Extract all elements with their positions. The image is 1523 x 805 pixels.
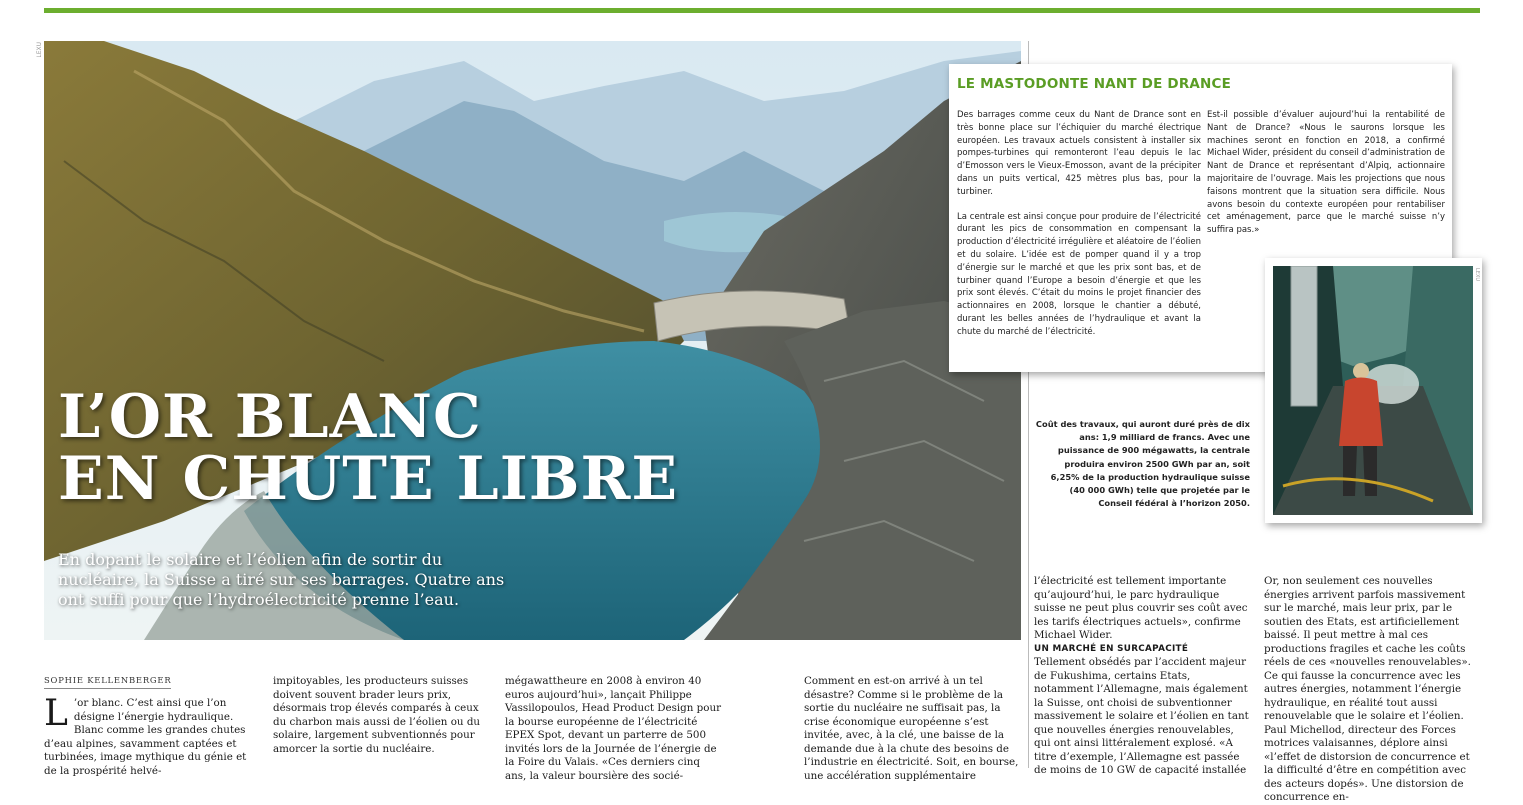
headline bbox=[58, 382, 758, 514]
article-column-6 bbox=[1264, 575, 1480, 805]
sidebar-paragraph: Est-il possible d’évaluer aujourd’hui la rentabilité de Nant de Drance? «Nous le saurons lorsque les machines seront en fonction en 2018, a confirmé Michael Wider, président du conseil d’administration de Nant de Drance et représentant d’Alpiq, actionnaire majoritaire de l’ouvrage. Mais les projections que nous faisons montrent que la situation sera difficile. Nous avons besoin du contexte européen pour rentabiliser cet aménagement, parce que le marché suisse n’y suffira pas.» bbox=[1207, 110, 1445, 236]
article-paragraph: ’or blanc. C’est ainsi que l’on désigne l’énergie hydraulique. Blanc comme les grandes chutes d’eau alpines, savamment captées et turbinées, image mythique du génie et de la prospérité helvé- bbox=[44, 697, 247, 777]
section-subhead: UN MARCHÉ EN SURCAPACITÉ bbox=[1034, 643, 1189, 654]
photo-credit: LEXU bbox=[36, 42, 43, 58]
drop-cap: L bbox=[44, 693, 68, 734]
sidebar-column-1 bbox=[957, 109, 1201, 351]
tunnel-photo bbox=[1265, 258, 1482, 523]
article-paragraph: Comment en est-on arrivé à un tel désastre? Comme si le problème de la sortie du nucléaire ne suffisait pas, la crise économique européenne s’est invitée, avec, à la clé, une baisse de la demande due à la chute des besoins de l’industrie en électricité. Soit, en bourse, une accélération supplémentaire bbox=[804, 675, 1019, 782]
article-paragraph: mégawattheure en 2008 à environ 40 euros aujourd’hui», lançait Philippe Vassilopoulos, Head Product Design pour la bourse européenne de l’électricité EPEX Spot, devant un parterre de 500 invités lors de la Journée de l’énergie de la Foire du Valais. «Ces derniers cinq ans, la valeur boursière des socié- bbox=[505, 675, 722, 782]
sidebar-paragraph: Des barrages comme ceux du Nant de Drance sont en très bonne place sur l’échiquier du marché électrique européen. Les travaux actuels consistent à installer six pompes-turbines qui remonteront l’eau depuis le lac d’Emosson vers le Vieux-Emosson, avant de la précipiter dans un puits vertical, 425 mètres plus bas, pour la turbiner. bbox=[957, 110, 1201, 197]
photo-credit: LEXU bbox=[1474, 268, 1480, 282]
article-paragraph: Or, non seulement ces nouvelles énergies arrivent parfois massivement sur le marché, mais leur prix, par le soutien des Etats, est artificiellement baissé. Il peut mettre à mal ces productions fragiles et cache les coûts réels de ces «nouvelles renouvelables». Ce qui fausse la concurrence avec les autres énergies, notamment l’énergie hydraulique, en réalité tout aussi renouvelable que le solaire et l’éolien. Paul Michellod, directeur des Forces motrices valaisannes, déplore ainsi «l’effet de distorsion de concurrence et la difficulté d’être en compétition avec des acteurs dopés». Une distorsion de concurrence en- bbox=[1264, 575, 1471, 803]
headline-line-1: L’OR BLANC bbox=[58, 382, 482, 452]
article-column-2 bbox=[273, 675, 493, 756]
article-column-4 bbox=[804, 675, 1020, 783]
sidebar-column-2 bbox=[1207, 109, 1445, 249]
article-paragraph: l’électricité est tellement importante qu’aujourd’hui, le parc hydraulique suisse ne peut plus couvrir ses coût avec les tarifs électriques actuels», confirme Michael Wider. bbox=[1034, 575, 1248, 641]
accent-rule bbox=[44, 8, 1480, 13]
sidebar-title: LE MASTODONTE NANT DE DRANCE bbox=[957, 76, 1232, 92]
byline: SOPHIE KELLENBERGER bbox=[44, 675, 171, 689]
article-column-1 bbox=[44, 693, 260, 778]
article-column-5 bbox=[1034, 575, 1252, 778]
sidebar-paragraph: La centrale est ainsi conçue pour produire de l’électricité durant les pics de consommation en compensant la production d’électricité irrégulière et aléatoire de l’éolien et du solaire. L’idée est de pomper quand il y a trop d’énergie sur le marché et que les prix sont bas, et de turbiner quand l’Europe a besoin d’énergie et que les prix sont élevés. C’était du moins le projet financier des actionnaires en 2008, lorsque le chantier a débuté, durant les belles années de l’hydraulique et avant la chute du marché de l’électricité. bbox=[957, 211, 1201, 337]
tunnel-worker-illustration bbox=[1273, 266, 1473, 515]
photo-caption: Coût des travaux, qui auront duré près de dix ans: 1,9 milliard de francs. Avec une puissance de 900 mégawatts, la centrale produira environ 2500 GWh par an, soit 6,25% de la production hydraulique suisse (40 000 GWh) telle que projetée par le Conseil fédéral à l’horizon 2050. bbox=[1035, 419, 1250, 509]
headline-line-2: EN CHUTE LIBRE bbox=[58, 444, 679, 514]
article-paragraph: impitoyables, les producteurs suisses doivent souvent brader leurs prix, désormais trop élevés comparés à ceux du charbon mais aussi de l’éolien ou du solaire, largement subventionnés pour amorcer la sortie du nucléaire. bbox=[273, 675, 481, 755]
lead-paragraph: En dopant le solaire et l’éolien afin de sortir du nucléaire, la Suisse a tiré sur ses barrages. Quatre ans ont suffi pour que l’hydroélectricité prenne l’eau. bbox=[58, 550, 505, 609]
article-column-3 bbox=[505, 675, 723, 783]
article-paragraph: Tellement obsédés par l’accident majeur de Fukushima, certains Etats, notamment l’Allemagne, mais également la Suisse, ont choisi de subventionner massivement le solaire et l’éolien en tant que nouvelles énergies renouvelables, qui ont ainsi littéralement explosé. «A titre d’exemple, l’Allemagne est passée de moins de 10 GW de capacité installée bbox=[1034, 656, 1249, 776]
